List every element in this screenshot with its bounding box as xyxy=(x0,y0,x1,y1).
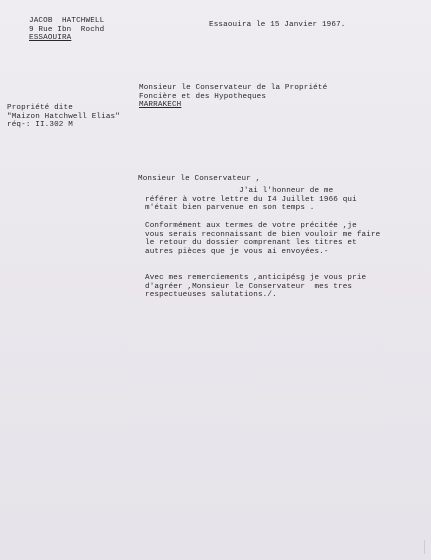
property-reference xyxy=(7,104,120,130)
text-line: le retour du dossier comprenant les titres et xyxy=(145,239,357,248)
recipient-address xyxy=(139,84,327,110)
paragraph-3 xyxy=(145,274,366,300)
paragraph-2 xyxy=(145,222,380,257)
property-label: Propriété dite xyxy=(7,104,73,112)
text-line: référer à votre lettre du I4 Juillet 1966 qui xyxy=(145,195,357,204)
sender-name: JACOB HATCHWELL xyxy=(29,17,105,25)
requisition-number: réq-: II.302 M xyxy=(7,121,73,130)
salutation: Monsieur le Conservateur , xyxy=(138,175,261,183)
text-line: d'agréer ,Monsieur le Conservateur mes tres xyxy=(145,282,353,291)
date-line: Essaouira le 15 Janvier 1967. xyxy=(209,21,346,29)
text-line: respectueuses salutations./. xyxy=(145,291,277,300)
text-line: vous serais reconnaissant de bien vouloir me faire xyxy=(145,230,381,239)
recipient-line-2: Foncière et des Hypotheques xyxy=(139,92,267,101)
sender-street: 9 Rue Ibn Rochd xyxy=(29,25,105,34)
text-line: autres pièces que je vous ai envoyées.- xyxy=(145,248,329,257)
sender-address xyxy=(29,17,104,43)
recipient-city: MARRAKECH xyxy=(139,101,182,110)
property-name: "Maizon Hatchwell Elias" xyxy=(7,112,120,121)
text-line: J'ai l'honneur de me xyxy=(145,187,334,195)
text-line: Avec mes remerciements ,anticipésg je vous prie xyxy=(145,274,367,282)
text-line: m'était bien parvenue en son temps . xyxy=(145,204,315,213)
paper-edge-mark xyxy=(416,540,425,554)
sender-city: ESSAOUIRA xyxy=(29,34,72,43)
paragraph-1 xyxy=(145,187,357,213)
recipient-line-1: Monsieur le Conservateur de la Propriété xyxy=(139,84,328,92)
text-line: Conformément aux termes de votre précitée ,je xyxy=(145,222,357,230)
